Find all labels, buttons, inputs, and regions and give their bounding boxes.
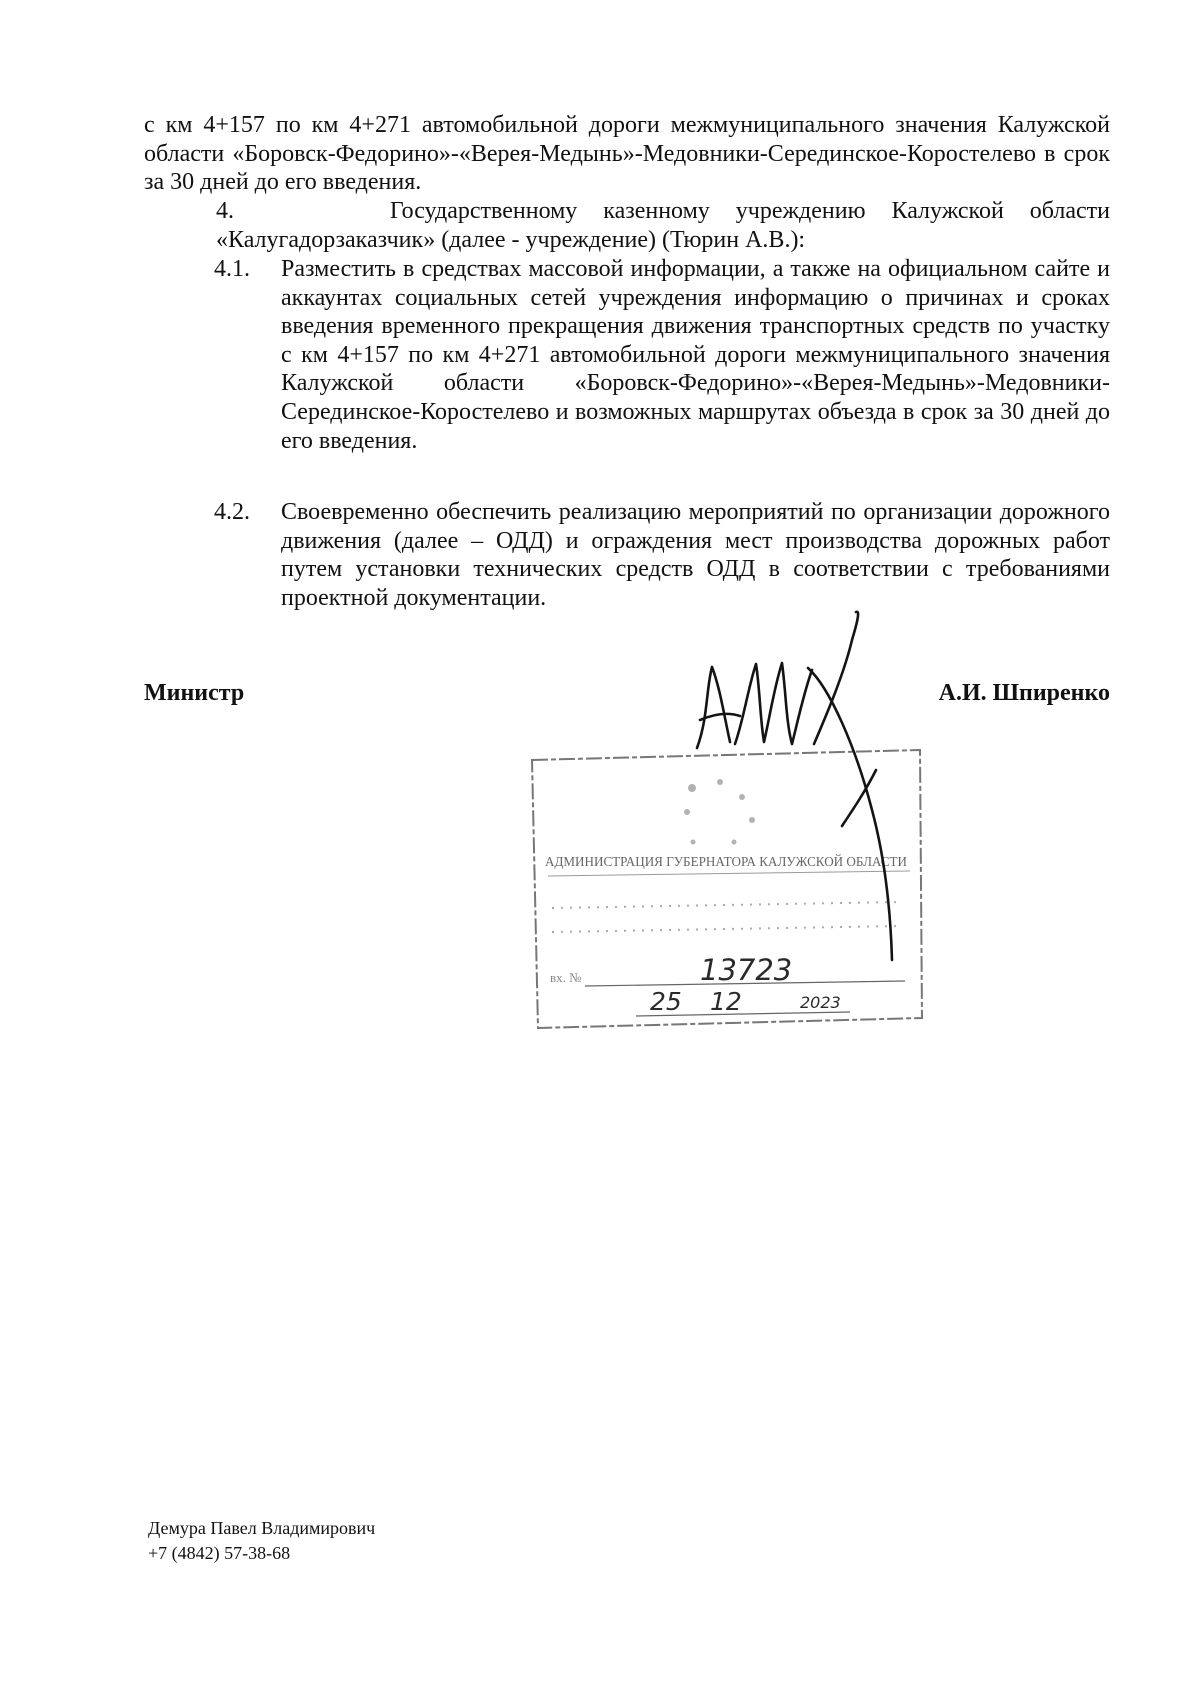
paragraph-4-1-text: Разместить в средствах массовой информации, а также на официальном сайте и аккаунтах социальных сетей учреждения информацию о причинах и сроках введения временного прекращения движения транспортных средств по участку с км 4+157 по км 4+271 автомобильной дороги межмуниципального значения Калужской области «Боровск-Федорино»-«Верея-Медынь»-Медовники-Серединское-Коростелево и возможных маршрутах объезда в срок за 30 дней до его введения. <box>281 256 1110 454</box>
paragraph-4-1-number: 4.1. <box>214 256 250 282</box>
paragraph-4-number: 4. <box>216 198 234 224</box>
stamp-header: АДМИНИСТРАЦИЯ ГУБЕРНАТОРА КАЛУЖСКОЙ ОБЛАСТИ <box>545 855 932 870</box>
contact-name: Демура Павел Владимирович <box>148 1518 376 1538</box>
paragraph-4-2-text: Своевременно обеспечить реализацию мероприятий по организации дорожного движения (далее – ОДД) и ограждения мест производства дорожных работ путем установки технических средств ОДД в соответствии с требованиями проектной документации. <box>281 499 1110 611</box>
signatory-name: А.И. Шпиренко <box>938 680 1110 706</box>
contact-phone: +7 (4842) 57-38-68 <box>148 1543 291 1563</box>
paragraph-3-tail: с км 4+157 по км 4+271 автомобильной дороги межмуниципального значения Калужской области «Боровск-Федорино»-«Верея-Медынь»-Медовники-Серединское-Коростелево в срок за 30 дней до его введения. <box>144 112 1110 196</box>
paragraph-4-text: Государственному казенному учреждению Калужской области «Калугадорзаказчик» (далее - учреждение) (Тюрин А.В.): <box>216 198 1111 253</box>
paragraph-4-2-number: 4.2. <box>214 499 250 525</box>
stamp-date-day: 25 <box>650 987 682 1016</box>
signatory-title: Министр <box>144 680 245 706</box>
stamp-registration-number: 13723 <box>700 953 793 987</box>
stamp-date-month: 12 <box>710 987 742 1016</box>
stamp-date-year: 2023 <box>800 993 841 1012</box>
stamp-registration-label: вх. № <box>550 970 582 985</box>
